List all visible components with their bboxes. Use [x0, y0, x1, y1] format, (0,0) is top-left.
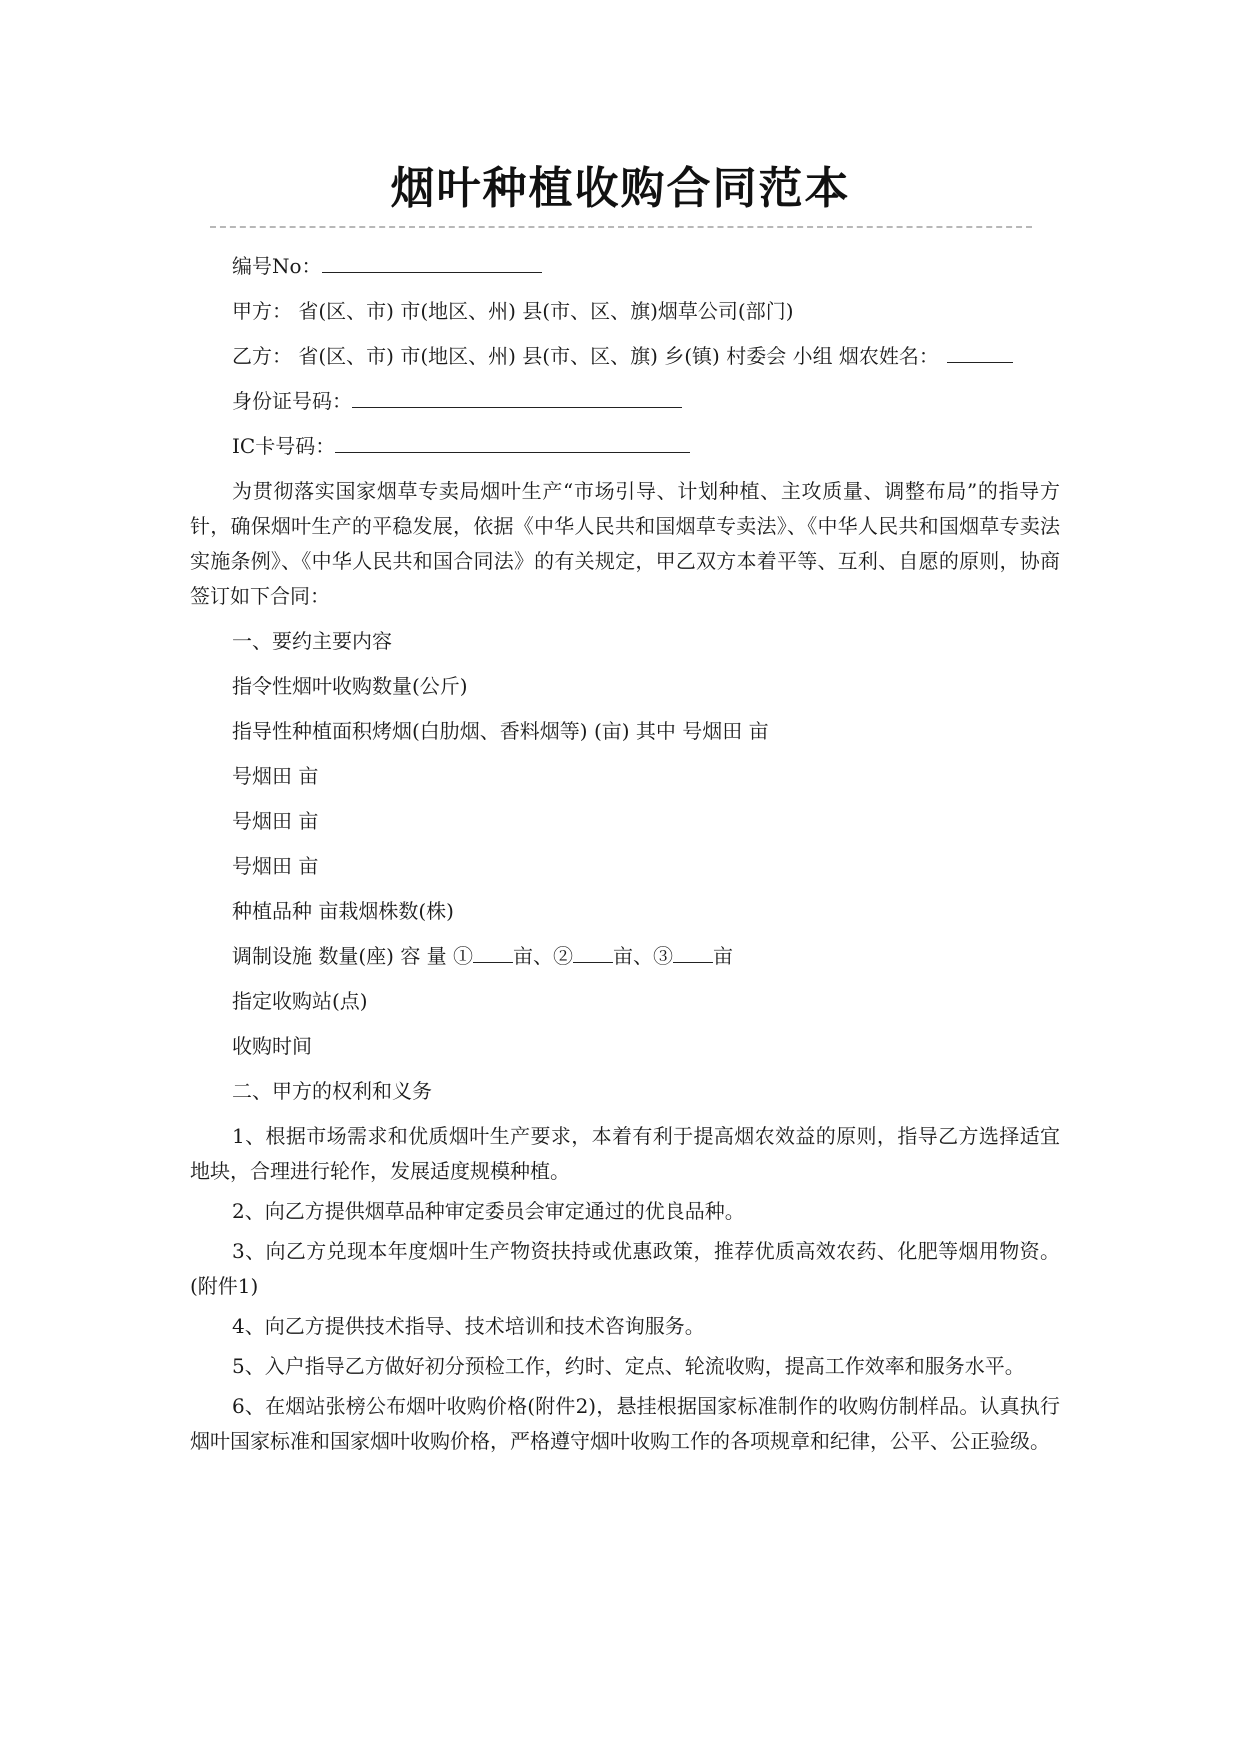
contract-number-blank: [322, 250, 542, 273]
facility-unit-3: 亩: [713, 944, 734, 968]
section1-heading: 一、要约主要内容: [232, 629, 392, 653]
section2-heading: 二、甲方的权利和义务: [232, 1079, 432, 1103]
section2-item: 2、向乙方提供烟草品种审定委员会审定通过的优良品种。: [232, 1199, 745, 1223]
party-a-line: 甲方： 省(区、市) 市(地区、州) 县(市、区、旗)烟草公司(部门): [232, 299, 794, 323]
section1-line: 收购时间: [232, 1034, 312, 1058]
contract-number-label: 编号No：: [232, 254, 322, 278]
section2-item: 5、入户指导乙方做好初分预检工作，约时、定点、轮流收购，提高工作效率和服务水平。: [232, 1354, 1025, 1378]
document-body: [190, 244, 1060, 1464]
party-b-text: 乙方： 省(区、市) 市(地区、州) 县(市、区、旗) 乡(镇) 村委会 小组 烟农姓名：: [232, 344, 939, 368]
section2-item: 3、向乙方兑现本年度烟叶生产物资扶持或优惠政策，推荐优质高效农药、化肥等烟用物资。(附件1): [190, 1239, 1060, 1298]
ic-card-blank: [335, 430, 690, 453]
section1-line: 号烟田 亩: [232, 809, 319, 833]
facility-line: [190, 934, 1060, 979]
facility-prefix: 调制设施 数量(座) 容 量 ①: [232, 944, 474, 968]
preamble-paragraph: 为贯彻落实国家烟草专卖局烟叶生产“市场引导、计划种植、主攻质量、调整布局”的指导方针，确保烟叶生产的平稳发展，依据《中华人民共和国烟草专卖法》、《中华人民共和国烟草专卖法实施条例》、《中华人民共和国合同法》的有关规定，甲乙双方本着平等、互利、自愿的原则，协商签订如下合同：: [190, 479, 1060, 608]
contract-number-line: [190, 244, 1060, 289]
id-number-line: [190, 379, 1060, 424]
ic-card-label: IC卡号码：: [232, 434, 336, 458]
section2-item: 4、向乙方提供技术指导、技术培训和技术咨询服务。: [232, 1314, 705, 1338]
title-divider: [210, 226, 1032, 228]
section2-item: 6、在烟站张榜公布烟叶收购价格(附件2)，悬挂根据国家标准制作的收购仿制样品。认真执行烟叶国家标准和国家烟叶收购价格，严格遵守烟叶收购工作的各项规章和纪律，公平、公正验级。: [190, 1394, 1060, 1453]
party-b-line: [190, 334, 1060, 379]
section1-line: 指令性烟叶收购数量(公斤): [232, 674, 468, 698]
capacity-blank-2: [573, 940, 613, 963]
facility-unit-2: 亩、③: [613, 944, 674, 968]
section1-line: 指导性种植面积烤烟(白肋烟、香料烟等) (亩) 其中 号烟田 亩: [232, 719, 769, 743]
capacity-blank-3: [673, 940, 713, 963]
ic-card-line: [190, 424, 1060, 469]
section2-item: 1、根据市场需求和优质烟叶生产要求，本着有利于提高烟农效益的原则，指导乙方选择适宜地块，合理进行轮作，发展适度规模种植。: [190, 1124, 1060, 1183]
document-title: 烟叶种植收购合同范本: [390, 163, 851, 214]
id-number-label: 身份证号码：: [232, 389, 352, 413]
section1-line: 号烟田 亩: [232, 854, 319, 878]
section1-line: 种植品种 亩栽烟株数(株): [232, 899, 454, 923]
id-number-blank: [352, 385, 682, 408]
facility-unit-1: 亩、②: [513, 944, 574, 968]
farmer-name-blank: [947, 340, 1013, 363]
capacity-blank-1: [473, 940, 513, 963]
section1-line: 号烟田 亩: [232, 764, 319, 788]
section1-line: 指定收购站(点): [232, 989, 368, 1013]
